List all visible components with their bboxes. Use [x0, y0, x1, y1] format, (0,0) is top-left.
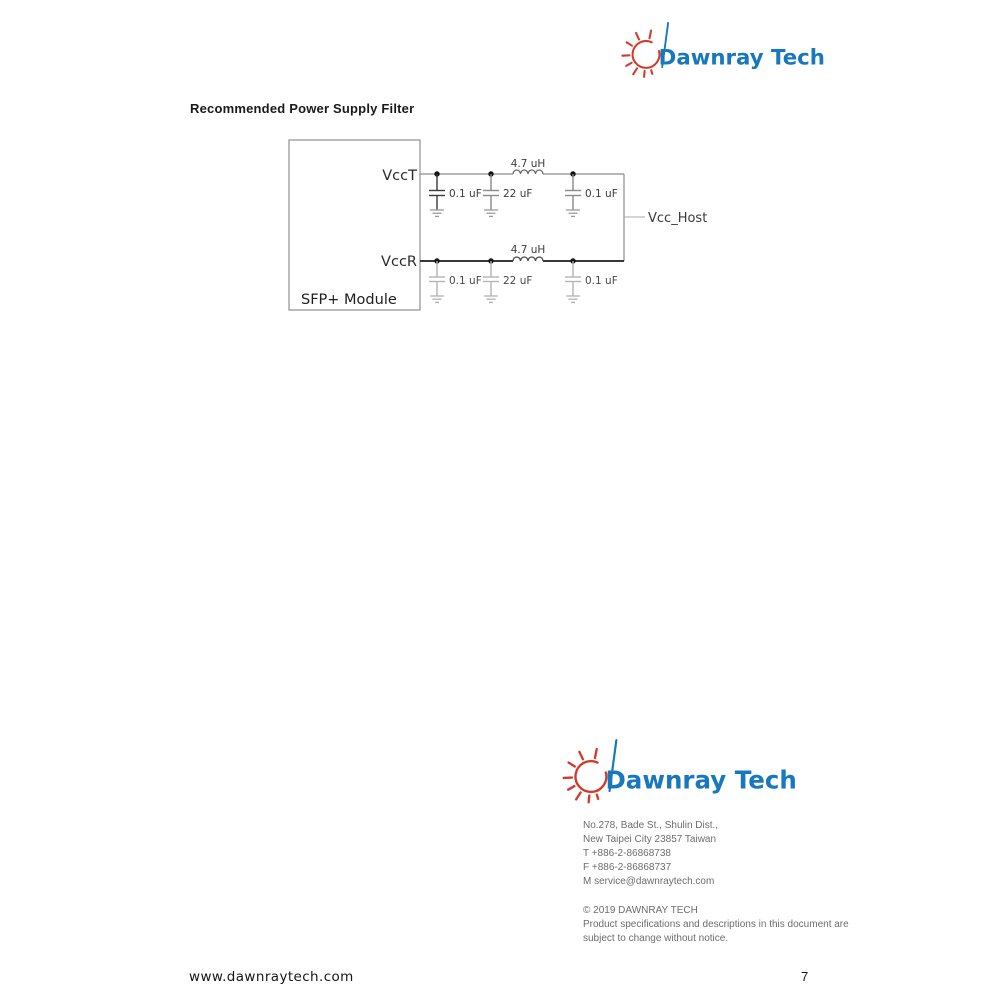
- vccr-cap3-ground-icon: [566, 296, 580, 302]
- module-label: SFP+ Module: [301, 292, 397, 308]
- header-logo: [620, 15, 833, 86]
- brand-text: Dawnray Tech: [605, 765, 797, 795]
- vcct-cap1-ground-icon: [430, 210, 444, 216]
- section-heading: Recommended Power Supply Filter: [190, 101, 415, 116]
- contact-block: [583, 819, 718, 889]
- brand-text: Dawnray Tech: [658, 45, 825, 71]
- vccr-cap1-icon: [429, 261, 445, 296]
- vcct-inductor-icon: [513, 170, 543, 174]
- vcct-cap2-value: 22 uF: [503, 188, 533, 200]
- footer-page-number: 7: [801, 969, 809, 984]
- notice-line-2: subject to change without notice.: [583, 933, 729, 944]
- sfp-module-box: [289, 140, 420, 310]
- pin-vcct-label: VccT: [382, 168, 417, 184]
- vccr-cap1-ground-icon: [430, 296, 444, 302]
- sun-icon: [622, 31, 659, 77]
- vcct-cap3-ground-icon: [566, 210, 580, 216]
- notice-line-1: Product specifications and descriptions in this document are: [583, 919, 849, 930]
- vcct-inductor-value: 4.7 uH: [510, 158, 546, 170]
- vcct-cap1-icon: [429, 174, 445, 210]
- address-line-2: New Taipei City 23857 Taiwan: [583, 834, 717, 845]
- vcct-cap1-value: 0.1 uF: [449, 188, 482, 200]
- fax-line: F +886-2-86868737: [583, 862, 672, 873]
- vcct-cap3-icon: [565, 174, 581, 210]
- power-filter-schematic: [270, 130, 710, 320]
- pin-vccr-label: VccR: [381, 254, 417, 270]
- host-label: Vcc_Host: [648, 211, 708, 226]
- legal-block: [583, 904, 849, 946]
- vcct-cap2-icon: [483, 174, 499, 210]
- vccr-inductor-icon: [513, 257, 543, 261]
- copyright-line: © 2019 DAWNRAY TECH: [583, 905, 698, 916]
- vccr-cap3-icon: [565, 261, 581, 296]
- vccr-cap1-value: 0.1 uF: [449, 275, 482, 287]
- vccr-cap3-value: 0.1 uF: [585, 275, 618, 287]
- vccr-inductor-value: 4.7 uH: [510, 244, 546, 256]
- vccr-cap2-value: 22 uF: [503, 275, 533, 287]
- phone-line: T +886-2-86868738: [583, 848, 671, 859]
- address-line-1: No.278, Bade St., Shulin Dist.,: [583, 820, 719, 831]
- vccr-cap2-ground-icon: [484, 296, 498, 302]
- vcct-cap3-value: 0.1 uF: [585, 188, 618, 200]
- footer-website: www.dawnraytech.com: [189, 969, 354, 985]
- vcct-cap2-ground-icon: [484, 210, 498, 216]
- footer-logo: [561, 731, 806, 813]
- sun-icon: [564, 749, 607, 802]
- vccr-cap2-icon: [483, 261, 499, 296]
- email-line: M service@dawnraytech.com: [583, 876, 715, 887]
- junction-dots: [434, 171, 575, 263]
